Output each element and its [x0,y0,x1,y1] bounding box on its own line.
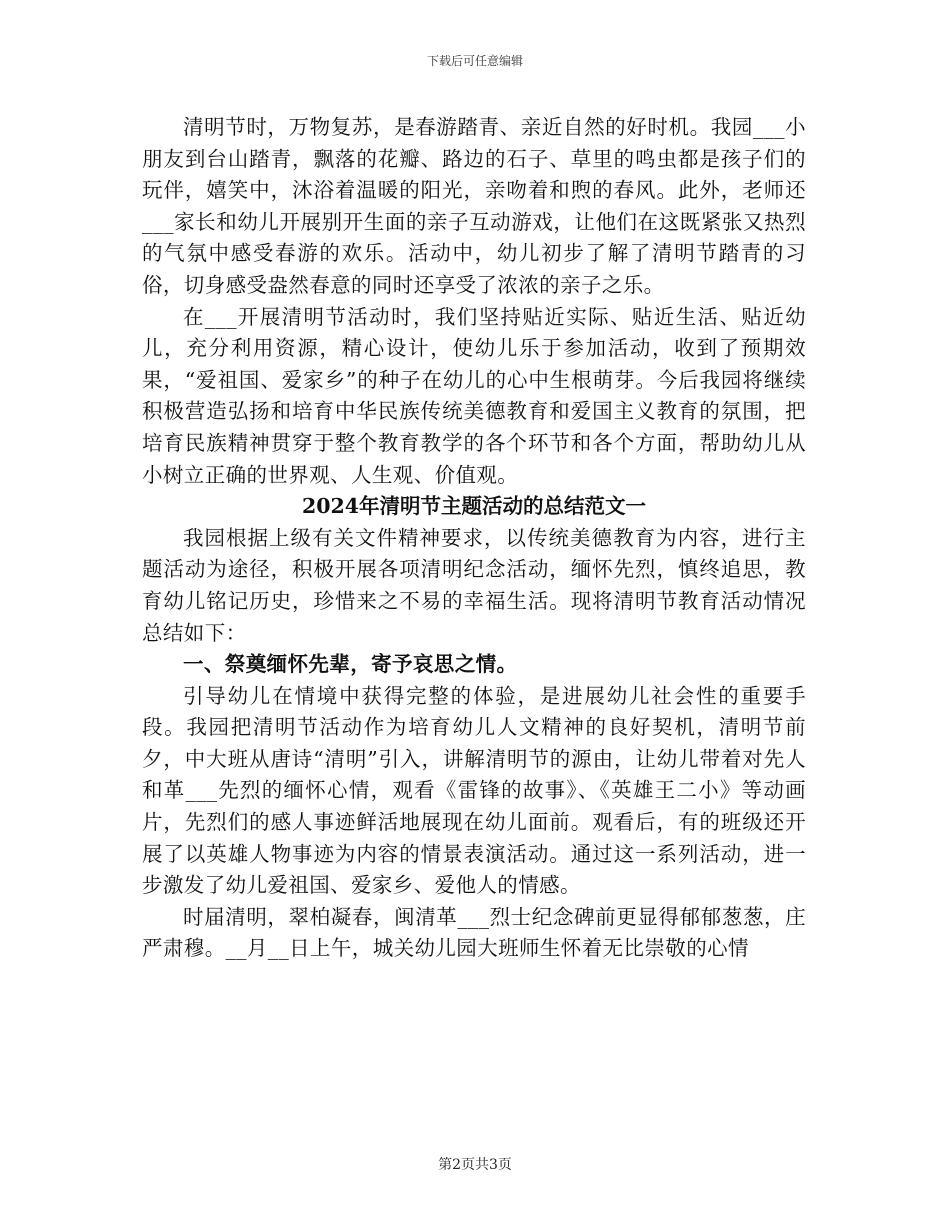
page-number: 第2页共3页 [438,1157,512,1173]
body-paragraph: 我园根据上级有关文件精神要求，以传统美德教育为内容，进行主题活动为途径，积极开展各项清明纪念活动，缅怀先烈，慎终追思，教育幼儿铭记历史，珍惜来之不易的幸福生活。现将清明节教育活动情况总结如下： [142,525,806,645]
body-paragraph: 在___开展清明节活动时，我们坚持贴近实际、贴近生活、贴近幼儿，充分利用资源，精心设计，使幼儿乐于参加活动，收到了预期效果，“爱祖国、爱家乡”的种子在幼儿的心中生根萌芽。今后我园将继续积极营造弘扬和培育中华民族传统美德教育和爱国主义教育的氛围，把培育民族精神贯穿于整个教育教学的各个环节和各个方面，帮助幼儿从小树立正确的世界观、人生观、价值观。 [142,304,806,487]
subheading: 一、祭奠缅怀先辈，寄予哀思之情。 [183,652,518,677]
section-title: 2024年清明节主题活动的总结范文一 [301,494,647,519]
body-paragraph: 时届清明，翠柏凝春，闽清革___烈士纪念碑前更显得郁郁葱葱，庄严肃穆。__月__日上午，城关幼儿园大班师生怀着无比崇敬的心情 [142,904,806,961]
document-body [142,112,806,965]
body-paragraph: 清明节时，万物复苏，是春游踏青、亲近自然的好时机。我园___小朋友到台山踏青，飘落的花瓣、路边的石子、草里的鸣虫都是孩子们的玩伴，嬉笑中，沐浴着温暖的阳光，亲吻着和煦的春风。此外，老师还___家长和幼儿开展别开生面的亲子互动游戏，让他们在这既紧张又热烈的气氛中感受春游的欢乐。活动中，幼儿初步了解了清明节踏青的习俗，切身感受盎然春意的同时还享受了浓浓的亲子之乐。 [142,115,806,297]
body-paragraph: 引导幼儿在情境中获得完整的体验，是进展幼儿社会性的重要手段。我园把清明节活动作为培育幼儿人文精神的良好契机，清明节前夕，中大班从唐诗“清明”引入，讲解清明节的源由，让幼儿带着对先人和革___先烈的缅怀心情，观看《雷锋的故事》、《英雄王二小》等动画片，先烈们的感人事迹鲜活地展现在幼儿面前。观看后，有的班级还开展了以英雄人物事迹为内容的情景表演活动。通过这一系列活动，进一步激发了幼儿爱祖国、爱家乡、爱他人的情感。 [142,683,806,898]
page-header: 下载后可任意编辑 [426,54,523,68]
